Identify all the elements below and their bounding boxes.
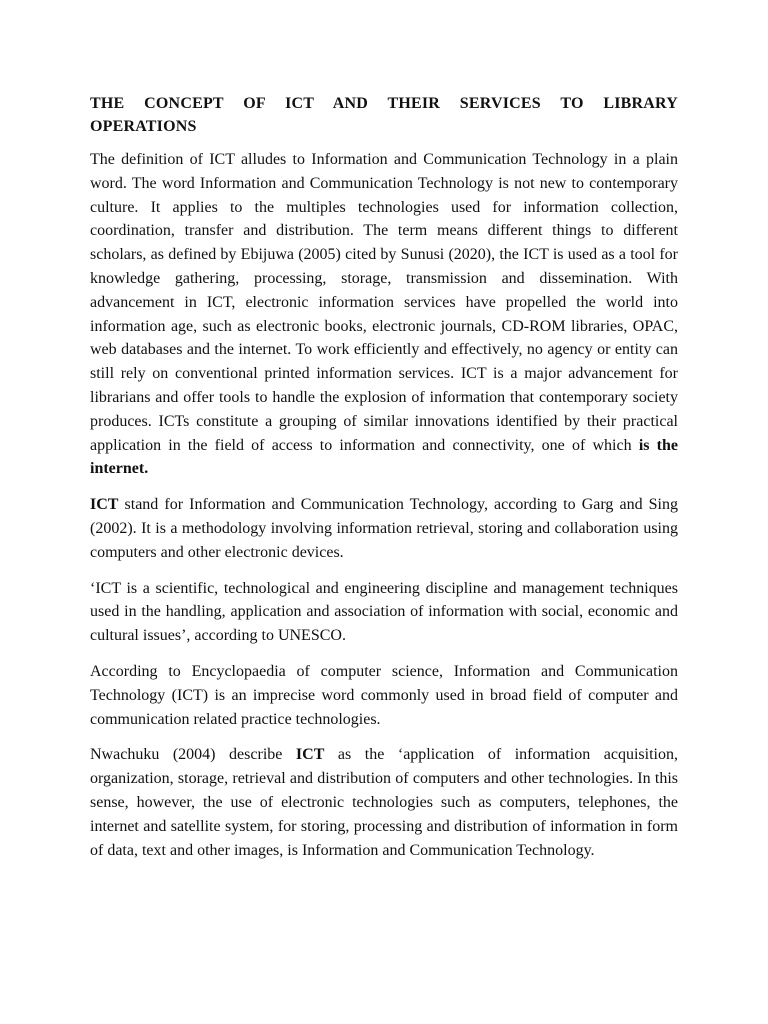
page-title: THE CONCEPT OF ICT AND THEIR SERVICES TO LIBRARY OPERATIONS: [90, 95, 678, 135]
paragraph-nwachuku: [90, 743, 678, 862]
paragraph-encyclopaedia: According to Encyclopaedia of computer science, Information and Communication Technology (ICT) is an imprecise word commonly used in broad field of computer and communication related practice technologies.: [90, 662, 678, 728]
paragraph-definition-text: The definition of ICT alludes to Information and Communication Technology in a plain word. The word Information and Communication Technology is not new to contemporary culture. It applies to the multiples technologies used for information collection, coordination, transfer and distribution. The term means different things to different scholars, as defined by Ebijuwa (2005) cited by Sunusi (2020), the ICT is used as a tool for knowledge gathering, processing, storage, transmission and dissemination. With advancement in ICT, electronic information services have propelled the world into information age, such as electronic books, electronic journals, CD-ROM libraries, OPAC, web databases and the internet. To work efficiently and effectively, no agency or entity can still rely on conventional printed information services. ICT is a major advancement for librarians and offer tools to handle the explosion of information that contemporary society produces. ICTs constitute a grouping of similar innovations identified by their practical application in the field of access to information and connectivity, one of which: [90, 151, 678, 454]
paragraph-definition-bold-end: is the internet.: [90, 436, 679, 478]
paragraph-ict-stand-for: [90, 493, 678, 564]
paragraph-definition: [90, 148, 678, 481]
paragraph-nwachuku-text-end: as the ‘application of information acquisition, organization, storage, retrieval and distribution of computers and other technologies. In this sense, however, the use of electronic technologies such as computers, telephones, the internet and satellite system, for storing, processing and distribution of information in form of data, text and other images, is Information and Communication Technology.: [90, 746, 678, 859]
paragraph-nwachuku-bold: ICT: [295, 746, 325, 764]
paragraph-ict-stand-for-bold: ICT: [90, 496, 119, 514]
paragraph-ict-stand-for-text: stand for Information and Communication Technology, according to Garg and Sing (2002). It is a methodology involving information retrieval, storing and collaboration using computers and other electronic devices.: [90, 496, 678, 561]
paragraph-unesco-quote: ‘ICT is a scientific, technological and engineering discipline and management techniques used in the handling, application and association of information with social, economic and cultural issues’, according to UNESCO.: [90, 579, 678, 645]
paragraph-nwachuku-text-start: Nwachuku (2004) describe: [90, 746, 296, 764]
